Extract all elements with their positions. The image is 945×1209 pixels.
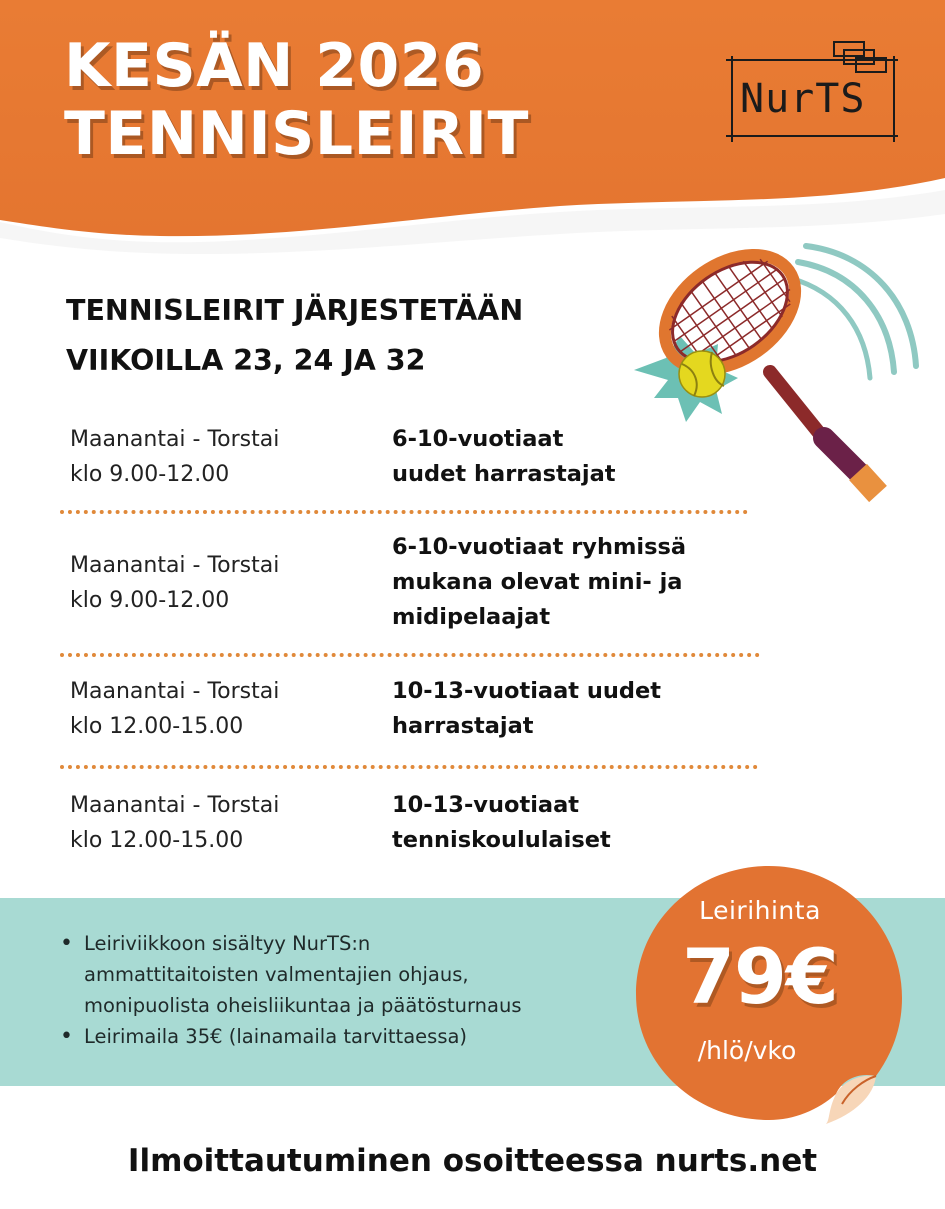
- page-title: [64, 32, 529, 168]
- group-line: 10-13-vuotiaat: [392, 792, 580, 818]
- dotted-divider: [60, 510, 748, 514]
- group-line: tenniskoululaiset: [392, 827, 611, 853]
- intro-line-2: VIIKOILLA 23, 24 JA 32: [66, 344, 426, 377]
- info-item: [60, 1021, 522, 1052]
- schedule-time: [70, 422, 279, 492]
- schedule-days: Maanantai - Torstai: [70, 679, 280, 704]
- group-line: harrastajat: [392, 713, 534, 739]
- schedule-time: [70, 674, 279, 744]
- schedule-time: [70, 788, 279, 858]
- price-value: 79€: [682, 932, 838, 1021]
- schedule-group: [392, 422, 616, 492]
- intro-line-1: TENNISLEIRIT JÄRJESTETÄÄN: [66, 294, 524, 327]
- group-line: 6-10-vuotiaat ryhmissä: [392, 534, 687, 560]
- tennis-racket-icon: [620, 232, 940, 512]
- schedule-group: [392, 788, 611, 858]
- price-label: Leirihinta: [699, 896, 821, 925]
- info-item: [60, 928, 522, 1021]
- intro-heading: [66, 286, 523, 386]
- info-line: monipuolista oheisliikuntaa ja päätösturnaus: [84, 994, 522, 1017]
- schedule-days: Maanantai - Torstai: [70, 427, 280, 452]
- registration-text: Ilmoittautuminen osoitteessa nurts.net: [127, 1143, 818, 1179]
- schedule-hours: klo 12.00-15.00: [70, 714, 244, 739]
- group-line: 10-13-vuotiaat uudet: [392, 678, 662, 704]
- dotted-divider: [60, 653, 760, 657]
- info-line: • Leirimaila 35€ (lainamaila tarvittaessa): [84, 1025, 468, 1048]
- info-line: • Leiriviikkoon sisältyy NurTS:n: [84, 932, 371, 955]
- schedule-hours: klo 9.00-12.00: [70, 588, 230, 613]
- schedule-hours: klo 12.00-15.00: [70, 828, 244, 853]
- info-line: ammattitaitoisten valmentajien ohjaus,: [84, 963, 469, 986]
- info-list: [60, 928, 522, 1052]
- group-line: 6-10-vuotiaat: [392, 426, 564, 452]
- schedule-time: [70, 548, 279, 618]
- price-unit: /hlö/vko: [697, 1036, 797, 1065]
- group-line: mukana olevat mini- ja: [392, 569, 683, 595]
- schedule-days: Maanantai - Torstai: [70, 793, 280, 818]
- schedule-hours: klo 9.00-12.00: [70, 462, 230, 487]
- title-line-2: TENNISLEIRIT: [64, 99, 529, 169]
- group-line: uudet harrastajat: [392, 461, 616, 487]
- logo-text: NurTS: [740, 76, 866, 122]
- tennis-ball-icon: [679, 351, 725, 397]
- schedule-group: [392, 530, 686, 635]
- schedule-group: [392, 674, 661, 744]
- schedule-days: Maanantai - Torstai: [70, 553, 280, 578]
- dotted-divider: [60, 765, 758, 769]
- title-line-1: KESÄN 2026: [64, 31, 485, 101]
- group-line: midipelaajat: [392, 604, 551, 630]
